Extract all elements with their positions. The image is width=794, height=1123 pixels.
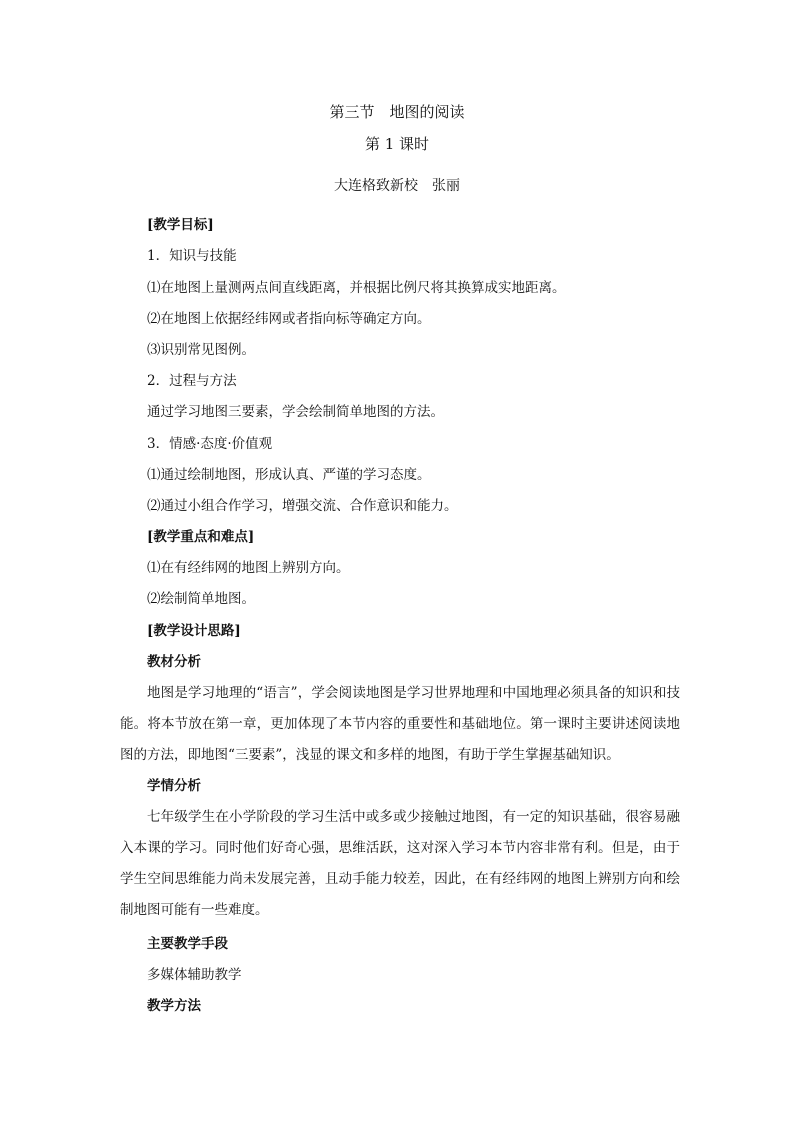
goal-item: 1．知识与技能 xyxy=(147,248,237,264)
author-line: 大连格致新校 张丽 xyxy=(334,178,460,194)
key-point-item: ⑴在有经纬网的地图上辨别方向。 xyxy=(147,560,350,576)
key-points-heading: [教学重点和难点] xyxy=(147,529,255,545)
teaching-means-heading: 主要教学手段 xyxy=(147,936,228,952)
key-point-item: ⑵绘制简单地图。 xyxy=(147,591,255,607)
teaching-methods-heading: 教学方法 xyxy=(147,998,201,1014)
teaching-goals-heading: [教学目标] xyxy=(147,217,214,233)
goal-item: ⑶识别常见图例。 xyxy=(147,342,255,358)
goal-item: ⑵在地图上依据经纬网或者指向标等确定方向。 xyxy=(147,311,431,327)
student-analysis-text: 七年级学生在小学阶段的学习生活中或多或少接触过地图，有一定的知识基础，很容易融入本课的学习。同时他们好奇心强，思维活跃，这对深入学习本节内容非常有利。但是，由于学生空间思维能力尚未发展完善，且动手能力较差，因此，在有经纬网的地图上辨别方向和绘制地图可能有一些难度。 xyxy=(120,809,680,918)
design-heading: [教学设计思路] xyxy=(147,623,241,639)
goal-item: 3．情感·态度·价值观 xyxy=(147,436,273,452)
lesson-number: 第 1 课时 xyxy=(364,135,430,153)
section-title: 第三节 地图的阅读 xyxy=(329,103,465,121)
goal-item: ⑴在地图上量测两点间直线距离，并根据比例尺将其换算成实地距离。 xyxy=(147,280,566,296)
material-analysis-heading: 教材分析 xyxy=(147,654,201,670)
goal-item: 2．过程与方法 xyxy=(147,373,237,389)
material-analysis-text: 地图是学习地理的“语言”，学会阅读地图是学习世界地理和中国地理必须具备的知识和技能。将本节放在第一章，更加体现了本节内容的重要性和基础地位。第一课时主要讲述阅读地图的方法，即地图“三要素”，浅显的课文和多样的地图，有助于学生掌握基础知识。 xyxy=(120,685,680,763)
teaching-means-text: 多媒体辅助教学 xyxy=(147,967,242,983)
goal-item: ⑵通过小组合作学习，增强交流、合作意识和能力。 xyxy=(147,498,458,514)
goal-item: ⑴通过绘制地图，形成认真、严谨的学习态度。 xyxy=(147,467,431,483)
goal-item: 通过学习地图三要素，学会绘制简单地图的方法。 xyxy=(147,404,444,420)
student-analysis-heading: 学情分析 xyxy=(147,778,201,794)
